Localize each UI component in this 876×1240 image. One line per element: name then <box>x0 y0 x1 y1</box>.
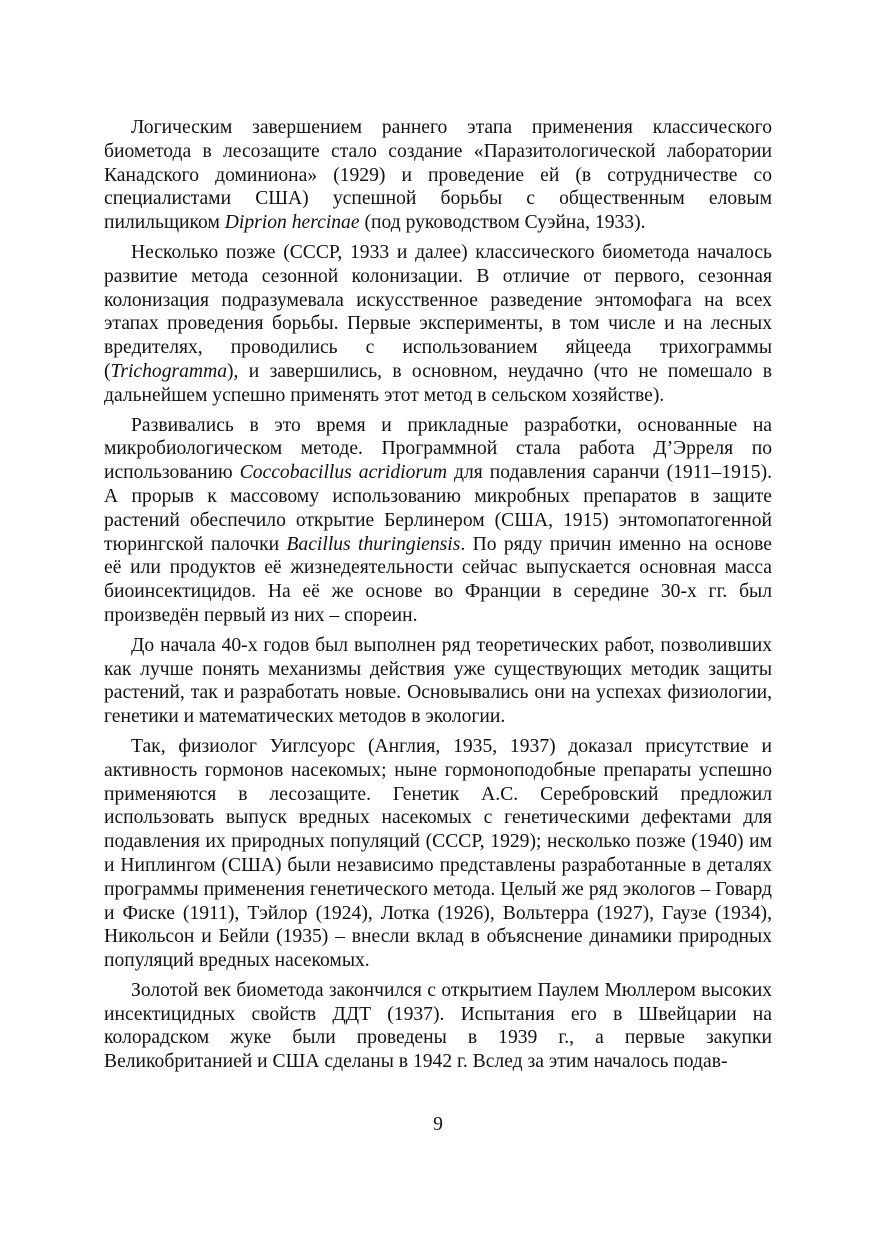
text-run: . По ряду причин именно на основе её или продуктов её жизнедеятельности сейчас выпускается основная масса биоинсектицидов. На её же основе во Франции в середине 30-х гг. был произведён первый из них – спореин. <box>104 533 772 626</box>
text-run: ), и завершились, в основном, неудачно (что не помешало в дальнейшем успешно применять этот метод в сельском хозяйстве). <box>104 360 772 406</box>
species-name: Coccobacillus acridiorum <box>239 462 447 484</box>
text-run: Золотой век биометода закончился с открытием Паулем Мюллером высоких инсектицидных свойств ДДТ (1937). Испытания его в Швейцарии на колорадском жуке были проведены в 1939 г., а первые закупки Великобританией и США сделаны в 1942 г. Вслед за этим началось подав- <box>104 979 772 1073</box>
text-run: До начала 40-х годов был выполнен ряд теоретических работ, позволивших как лучше понять механизмы действия уже существующих методик защиты растений, так и разработать новые. Основывались они на успехах физиологии, генетики и математических методов в экологии. <box>104 634 772 728</box>
paragraph-3 <box>104 414 772 628</box>
text-run: Логическим завершением раннего этапа применения классического биометода в лесозащите стало создание «Паразитологической лаборатории Канадского доминиона» (1929) и проведение ей (в сотрудничестве со специалистами США) успешной борьбы с общественным еловым пилильщиком <box>104 117 772 234</box>
paragraph-1 <box>104 116 772 235</box>
paragraph-5 <box>104 735 772 973</box>
paragraph-6 <box>104 979 772 1074</box>
species-name: Bacillus thuringiensis <box>286 533 461 555</box>
text-run: (под руководством Суэйна, 1933). <box>359 212 646 234</box>
page-body <box>104 116 772 1080</box>
paragraph-2 <box>104 241 772 408</box>
text-run: Несколько позже (СССР, 1933 и далее) классического биометода началось развитие метода сезонной колонизации. В отличие от первого, сезонная колонизация подразумевала искусственное разведение энтомофага на всех этапах проведения борьбы. Первые эксперименты, в том числе и на лесных вредителях, проводились с использованием яйцееда трихограммы ( <box>104 241 772 382</box>
text-run: Так, физиолог Уиглсуорс (Англия, 1935, 1937) доказал присутствие и активность гормонов насекомых; ныне гормоноподобные препараты успешно применяются в лесозащите. Генетик А.С. Серебровский предложил использовать выпуск вредных насекомых с генетическими дефектами для подавления их природных популяций (СССР, 1929); несколько позже (1940) им и Ниплингом (США) были независимо представлены разработанные в деталях программы применения генетического метода. Целый же ряд экологов – Говард и Фиске (1911), Тэйлор (1924), Лотка (1926), Вольтерра (1927), Гаузе (1934), Никольсон и Бейли (1935) – внесли вклад в объяснение динамики природных популяций вредных насекомых. <box>104 735 772 972</box>
species-name: Diprion hercinae <box>224 212 360 234</box>
paragraph-4 <box>104 634 772 729</box>
genus-name: Trichogramma <box>110 360 228 382</box>
text-run: Развивались в это время и прикладные разработки, основанные на микробиологическом методе. Программной стала работа Д’Эрреля по использованию <box>104 414 772 484</box>
text-run: для подавления саранчи (1911–1915). А прорыв к массовому использованию микробных препаратов в защите растений обеспечило открытие Берлинером (США, 1915) энтомопатогенной тюрингской палочки <box>104 462 772 555</box>
page-number: 9 <box>433 1114 443 1135</box>
